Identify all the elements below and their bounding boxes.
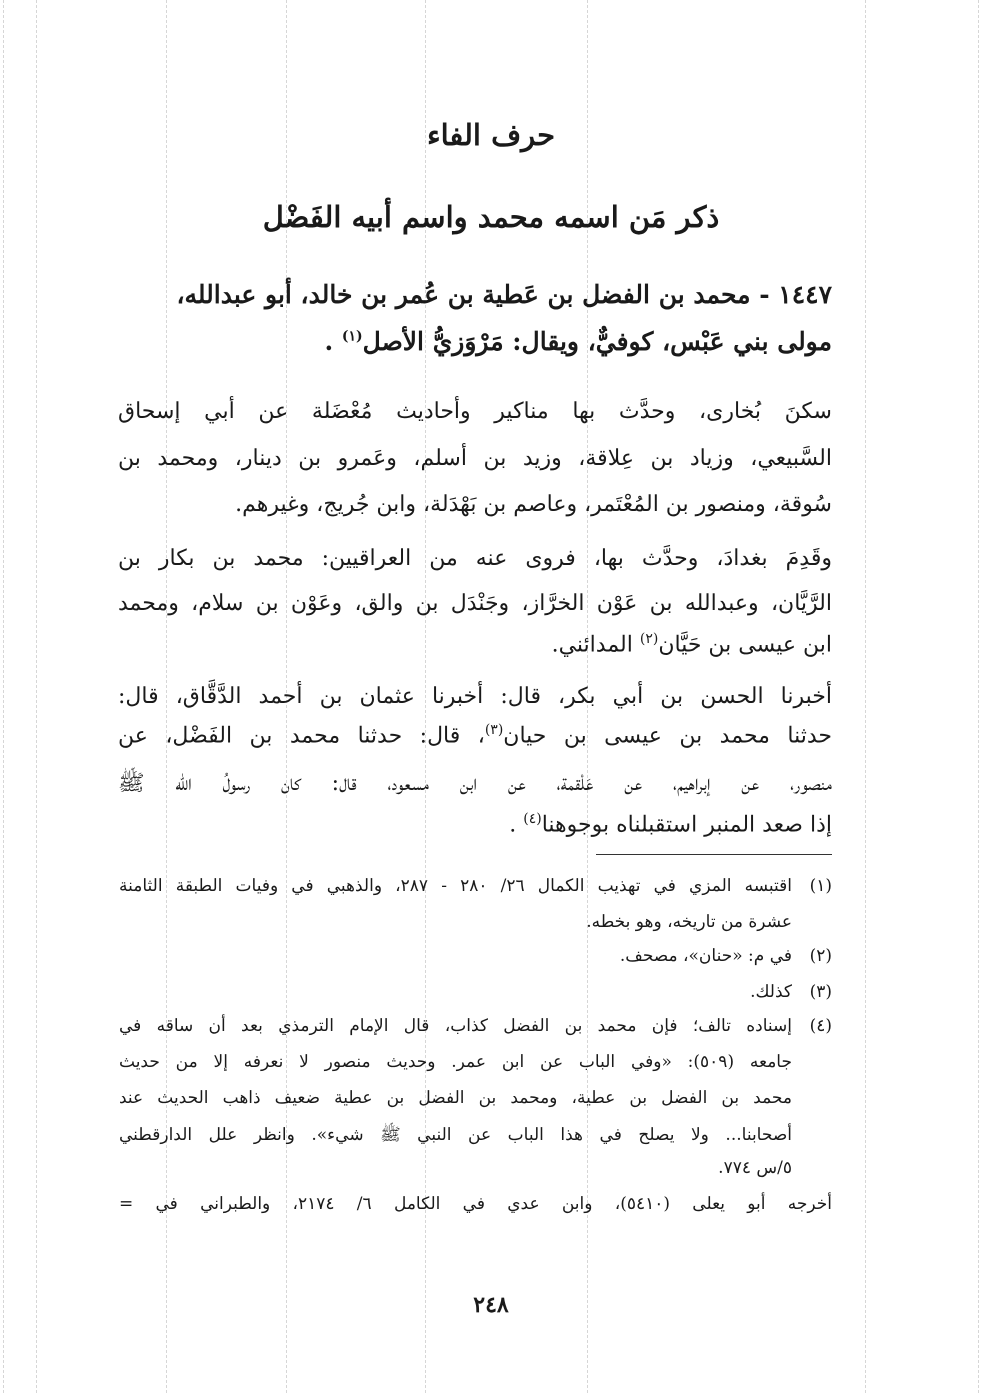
paragraph-3-line-2-end: ، قال: حدثنا محمد بن الفَضْل، عن <box>118 723 485 749</box>
paragraph-3-line-1: أخبرنا الحسن بن أبي بكر، قال: أخبرنا عثمان بن أحمد الدَّقَّاق، قال: <box>118 684 832 709</box>
footnote-4-line-4: أصحابنا... ولا يصلح في هذا الباب عن النبي ﷺ شيء». وانظر علل الدارقطني <box>119 1125 792 1145</box>
footnote-4-number: (٤) <box>809 1016 832 1036</box>
section-heading: ذكر مَن اسمه محمد واسم أبيه الفَضْل <box>262 200 720 234</box>
footnote-ref-4: (٤) <box>523 811 542 827</box>
paragraph-3-line-4 <box>118 811 832 837</box>
paragraph-1-line-1: سكنَ بُخارى، وحدَّث بها مناكير وأحاديث مُعْضَلة عن أبي إسحاق <box>118 399 832 424</box>
paragraph-1-line-2: السَّبيعي، وزياد بن عِلاقة، وزيد بن أسلم، وعَمرو بن دينار، ومحمد بن <box>118 446 832 471</box>
paragraph-3-line-2-text: حدثنا محمد بن عيسى بن حيان <box>503 723 832 749</box>
page-number: ٢٤٨ <box>473 1292 509 1318</box>
entry-title-text: مولى بني عَبْس، كوفيٌّ، ويقال: مَرْوَزيُّ الأصل <box>362 327 832 356</box>
footnote-1-number: (١) <box>809 876 832 896</box>
footnote-ref-1: (١) <box>341 328 363 345</box>
footnote-continuation: أخرجه أبو يعلى (٥٤١٠)، وابن عدي في الكامل ٦/ ٢١٧٤، والطبراني في = <box>119 1194 832 1214</box>
paragraph-2-line-2: الرَّيَّان، وعبدالله بن عَوْن الخرَّاز، وجَنْدَل بن والق، وعَوْن بن سلام، ومحمد <box>118 591 832 616</box>
footnote-1-line-2: عشرة من تاريخه، وهو بخطه. <box>586 912 792 932</box>
paragraph-3-line-4-end: . <box>509 812 524 838</box>
chapter-heading: حرف الفاء <box>426 118 556 152</box>
footnote-3-number: (٣) <box>809 982 832 1002</box>
paragraph-3-line-2 <box>118 722 832 748</box>
paragraph-2-line-3-end: المدائني. <box>551 632 640 658</box>
footnote-ref-2: (٢) <box>639 631 659 647</box>
footnote-4-line-2: جامعه (٥٠٩): «وفي الباب عن ابن عمر. وحديث منصور لا نعرفه إلا من حديث <box>119 1052 792 1072</box>
footnote-2-line-1: في م: «حنان»، مصحف. <box>619 946 792 966</box>
footnote-4-line-3: محمد بن الفضل بن عطية، ومحمد بن الفضل بن عطية ضعيف ذاهب الحديث عند <box>119 1088 792 1108</box>
footnote-4-line-1: إسناده تالف؛ فإن محمد بن الفضل كذاب، قال الإمام الترمذي بعد أن ساقه في <box>119 1016 792 1036</box>
entry-title-end: . <box>324 327 342 356</box>
paragraph-2-line-3-text: ابن عيسى بن حَيَّان <box>658 632 832 658</box>
footnote-ref-3: (٣) <box>484 722 504 738</box>
footnote-4-line-5: ٥/س ٧٧٤. <box>718 1158 792 1178</box>
entry-title-line-2 <box>132 327 832 356</box>
footnote-divider <box>596 854 832 855</box>
paragraph-2-line-1: وقَدِمَ بغدادَ، وحدَّث بها، فروى عنه من العراقيين: محمد بن بكار بن <box>118 546 832 571</box>
paragraph-2-line-3 <box>118 631 832 657</box>
entry-title-line-1: ١٤٤٧ - محمد بن الفضل بن عَطية بن عُمر بن خالد، أبو عبدالله، <box>176 280 832 309</box>
paragraph-3-line-3: منصور، عن إبراهيم، عن عَلْقمة، عن ابن مسعود، قال: كان رسولُ الله ﷺ <box>118 771 832 796</box>
paragraph-1-line-3: سُوقة، ومنصور بن المُعْتَمر، وعاصم بن بَهْدَلة، وابن جُريج، وغيرهم. <box>235 492 832 517</box>
paragraph-3-line-4-text: إذا صعد المنبر استقبلناه بوجوهنا <box>541 812 832 838</box>
footnote-2-number: (٢) <box>809 946 832 966</box>
footnote-3-line-1: كذلك. <box>750 982 792 1002</box>
footnote-1-line-1: اقتبسه المزي في تهذيب الكمال ٢٦/ ٢٨٠ - ٢٨٧، والذهبي في وفيات الطبقة الثامنة <box>119 876 793 896</box>
